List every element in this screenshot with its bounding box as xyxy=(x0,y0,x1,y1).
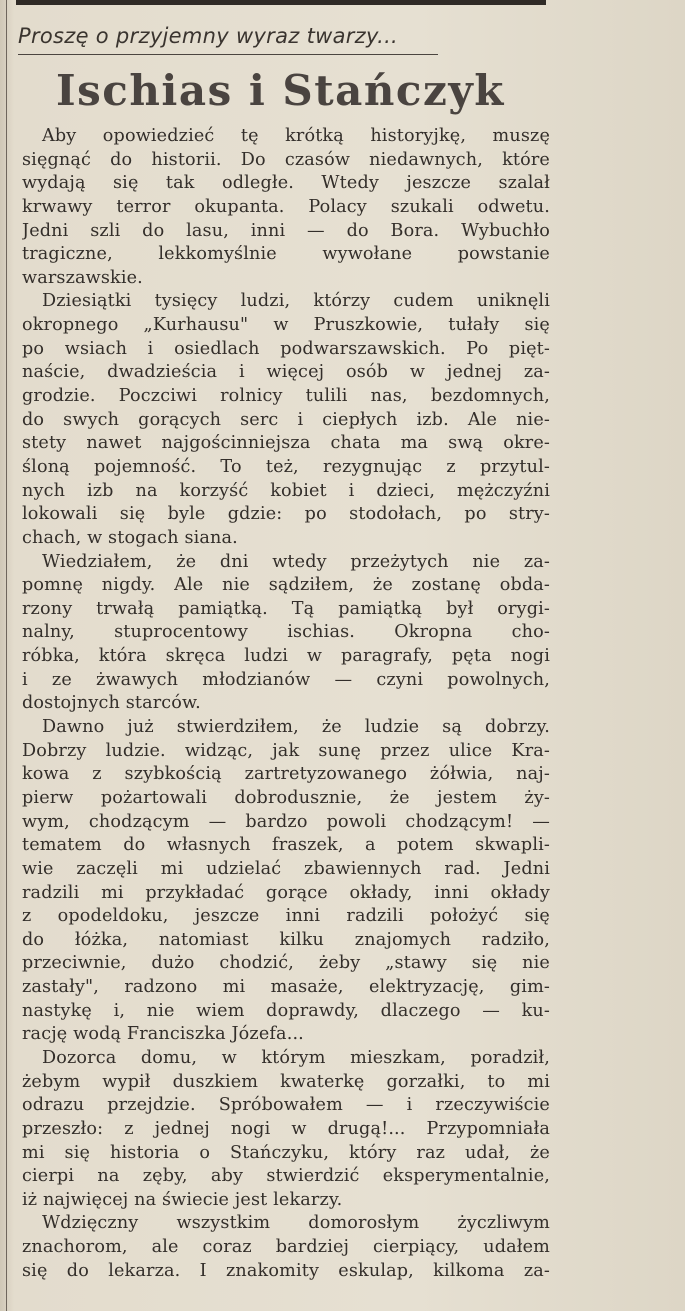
article-line: Wiedziałem, że dni wtedy przeżytych nie za- xyxy=(42,551,550,572)
article-line: grodzie. Poczciwi rolnicy tulili nas, bezdomnych, xyxy=(22,386,550,407)
article-line: tragiczne, lekkomyślnie wywołane powstanie xyxy=(22,244,550,265)
article-line: do łóżka, natomiast kilku znajomych radziło, xyxy=(22,929,550,950)
article-line: nalny, stuprocentowy ischias. Okropna cho- xyxy=(22,622,550,643)
article-line: nastykę i, nie wiem doprawdy, dlaczego — ku- xyxy=(22,1000,550,1021)
article-line: Dobrzy ludzie. widząc, jak sunę przez ulice Kra- xyxy=(22,740,550,761)
article-line: dostojnych starców. xyxy=(22,693,201,714)
article-body xyxy=(22,125,550,1283)
article-line: radzili mi przykładać gorące okłady, inni okłady xyxy=(22,882,550,903)
article-line: Wdzięczny wszystkim domorosłym życzliwym xyxy=(42,1213,550,1234)
article-line: chach, w stogach siana. xyxy=(22,527,238,548)
article-line: krwawy terror okupanta. Polacy szukali odwetu. xyxy=(22,196,550,217)
article-line: warszawskie. xyxy=(22,267,143,288)
article-line: Dziesiątki tysięcy ludzi, którzy cudem uniknęli xyxy=(42,291,550,312)
article-line: po wsiach i osiedlach podwarszawskich. Po pięt- xyxy=(22,338,550,359)
article-line: śloną pojemność. To też, rezygnując z przytul- xyxy=(22,456,550,477)
article-line: i ze żwawych młodzianów — czyni powolnych, xyxy=(22,669,550,690)
article-line: okropnego „Kurhausu" w Pruszkowie, tułały się xyxy=(22,315,550,336)
article-line: rację wodą Franciszka Józefa... xyxy=(22,1024,304,1045)
article-line: lokowali się byle gdzie: po stodołach, po stry- xyxy=(22,504,550,525)
article-kicker: Proszę o przyjemny wyraz twarzy... xyxy=(18,24,438,55)
article-line: Jedni szli do lasu, inni — do Bora. Wybuchło xyxy=(22,220,550,241)
article-line: kowa z szybkością zartretyzowanego żółwia, naj- xyxy=(22,764,550,785)
article-line: przeciwnie, dużo chodzić, żeby „stawy się nie xyxy=(22,953,550,974)
article-line: Aby opowiedzieć tę krótką historyjkę, muszę xyxy=(42,126,550,146)
article-line: wie zaczęli mi udzielać zbawiennych rad. Jedni xyxy=(22,858,550,879)
article-line: przeszło: z jednej nogi w drugą!... Przypomniała xyxy=(22,1118,550,1139)
article-line: wydają się tak odległe. Wtedy jeszcze szalał xyxy=(22,173,550,194)
article-line: stety nawet najgościnniejsza chata ma swą okre- xyxy=(22,433,550,454)
article-line: wym, chodzącym — bardzo powoli chodzącym! — xyxy=(22,811,550,832)
article-line: iż najwięcej na świecie jest lekarzy. xyxy=(22,1189,343,1210)
article-line: pierw pożartowali dobrodusznie, że jestem ży- xyxy=(22,787,550,808)
article-line: odrazu przejdzie. Spróbowałem — i rzeczywiście xyxy=(22,1095,550,1116)
article-line: zastały", radzono mi masaże, elektryzację, gim- xyxy=(22,977,550,998)
article-line: pomnę nigdy. Ale nie sądziłem, że zostanę obda- xyxy=(22,575,550,596)
article-line: Dawno już stwierdziłem, że ludzie są dobrzy. xyxy=(42,717,550,738)
article-line: naście, dwadzieścia i więcej osób w jednej za- xyxy=(22,362,550,383)
article-headline: Ischias i Stańczyk xyxy=(56,66,505,115)
article-line: się do lekarza. I znakomity eskulap, kilkoma za- xyxy=(22,1260,550,1281)
article-line: znachorom, ale coraz bardziej cierpiący, udałem xyxy=(22,1237,550,1258)
article-line: sięgnąć do historii. Do czasów niedawnych, które xyxy=(22,149,550,170)
article-line: mi się historia o Stańczyku, który raz udał, że xyxy=(22,1142,550,1163)
article-line: Dozorca domu, w którym mieszkam, poradził, xyxy=(42,1047,550,1068)
column-divider xyxy=(6,0,7,1311)
article-line: tematem do własnych fraszek, a potem skwapli- xyxy=(22,835,550,856)
article-line: żebym wypił duszkiem kwaterkę gorzałki, to mi xyxy=(22,1071,550,1092)
article-line: róbka, która skręca ludzi w paragrafy, pęta nogi xyxy=(22,646,550,667)
article-line: z opodeldoku, jeszcze inni radzili położyć się xyxy=(22,906,550,927)
article-line: cierpi na zęby, aby stwierdzić eksperymentalnie, xyxy=(22,1166,550,1187)
article-line: rzony trwałą pamiątką. Tą pamiątką był orygi- xyxy=(22,598,550,619)
article-line: nych izb na korzyść kobiet i dzieci, mężczyźni xyxy=(22,480,550,501)
article-line: do swych gorących serc i ciepłych izb. Ale nie- xyxy=(22,409,550,430)
top-rule xyxy=(16,0,546,5)
